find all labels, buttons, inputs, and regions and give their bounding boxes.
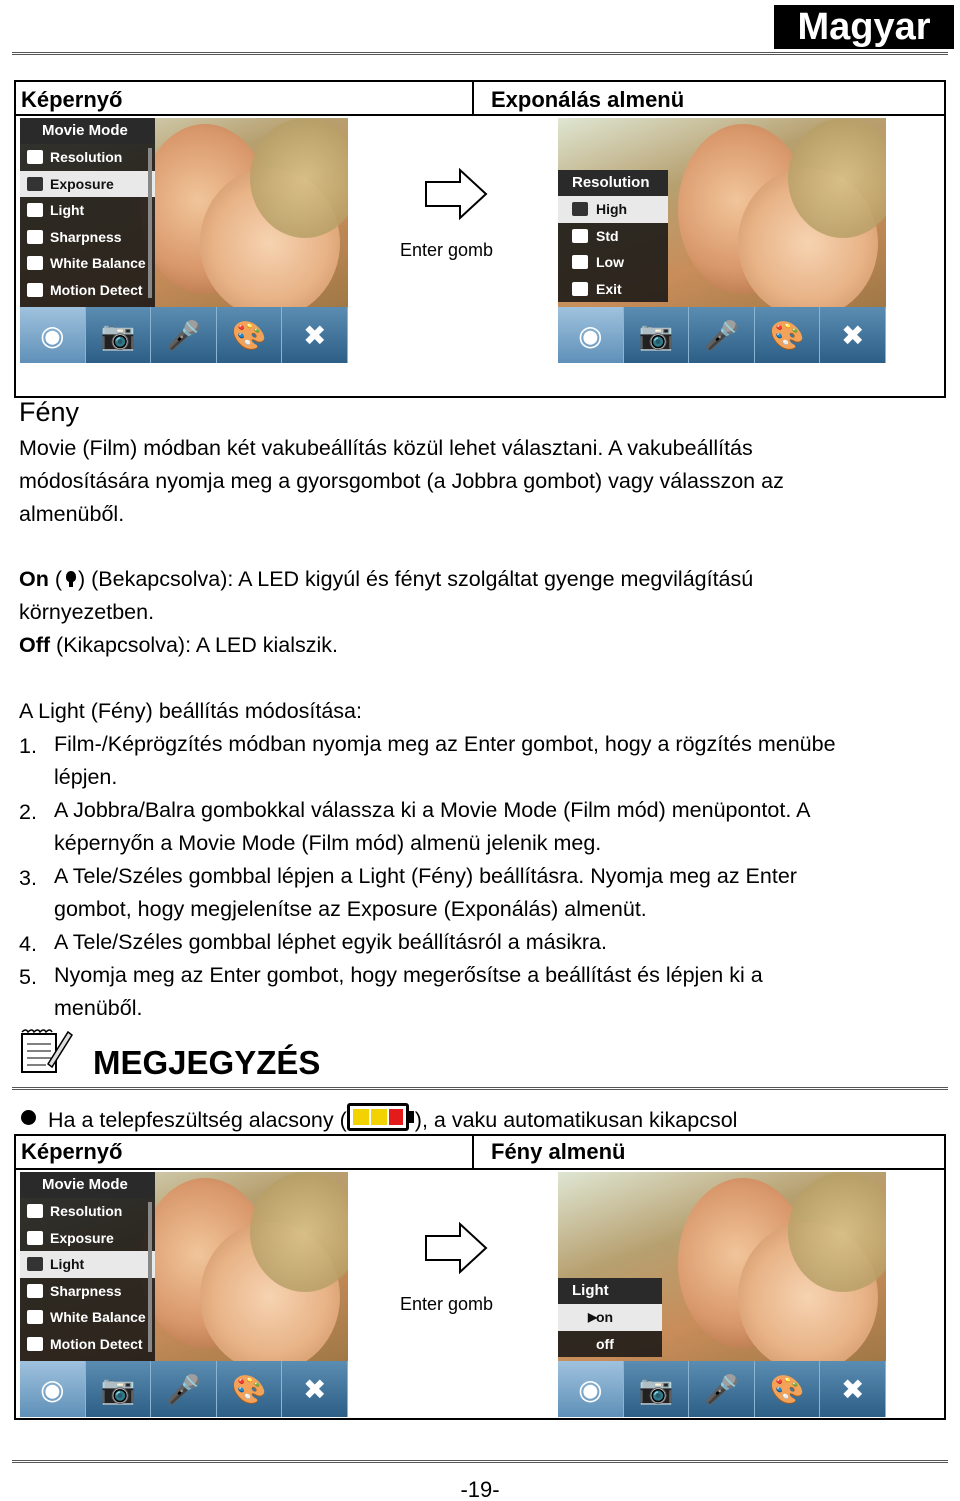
selection-arrow-icon: ▶ [588, 1310, 598, 1324]
film-reel-icon[interactable]: ◉ [20, 1361, 86, 1417]
palette-icon[interactable]: 🎨 [755, 1361, 821, 1417]
exposure-icon [27, 1231, 43, 1245]
section-heading: Fény [19, 397, 80, 427]
step-number: 5. [19, 965, 37, 989]
led-icon [62, 570, 78, 588]
note-heading: MEGJEGYZÉS [93, 1044, 321, 1081]
mode-tabbar [20, 1361, 348, 1417]
exit-icon [572, 282, 588, 296]
resolution-submenu [558, 170, 668, 302]
motion-detect-icon [27, 1337, 43, 1351]
low-battery-note: Ha a telepfeszültség alacsony ( ), a vaku automatikusan kikapcsol [48, 1103, 737, 1137]
low-quality-icon [572, 255, 588, 269]
palette-icon[interactable]: 🎨 [755, 307, 821, 363]
camera-screen-main-menu [20, 1172, 348, 1417]
light-icon [27, 203, 43, 217]
step-text: Film-/Képrögzítés módban nyomja meg az Enter gombot, hogy a rögzítés menübe [54, 732, 836, 756]
submenu-item-exit[interactable]: Exit [558, 276, 668, 303]
notepad-pencil-icon [18, 1026, 74, 1076]
submenu-item-low[interactable]: Low [558, 249, 668, 276]
film-reel-icon[interactable]: ◉ [558, 1361, 624, 1417]
step-text: képernyőn a Movie Mode (Film mód) almenü jelenik meg. [54, 831, 602, 855]
menu-item-resolution[interactable]: Resolution [20, 144, 155, 171]
microphone-icon[interactable]: 🎤 [689, 307, 755, 363]
note-rule [12, 1087, 948, 1090]
tools-icon[interactable]: ✖ [282, 1361, 348, 1417]
enter-button-label: Enter gomb [400, 240, 494, 260]
film-reel-icon[interactable]: ◉ [20, 307, 86, 363]
screen-table-2 [14, 1134, 946, 1420]
step-number: 4. [19, 932, 37, 956]
submenu-item-std[interactable]: Std [558, 223, 668, 250]
motion-detect-icon [27, 283, 43, 297]
menu-item-motion-detect[interactable]: Motion Detect [20, 1331, 155, 1358]
step-text: lépjen. [54, 765, 118, 789]
submenu-item-high[interactable]: High [558, 196, 668, 223]
menu-item-light[interactable]: Light [20, 197, 155, 224]
on-option-line-2: környezetben. [19, 600, 155, 624]
page-number: -19- [460, 1477, 500, 1501]
off-label: Off [19, 633, 51, 657]
menu-title: Movie Mode [20, 1172, 155, 1198]
tools-icon[interactable]: ✖ [820, 307, 886, 363]
resolution-icon [27, 1204, 43, 1218]
table-header [16, 82, 944, 116]
right-arrow-icon [424, 1221, 488, 1275]
col-header-submenu: Fény almenü [491, 1139, 626, 1164]
std-quality-icon [572, 229, 588, 243]
steps-title: A Light (Fény) beállítás módosítása: [19, 699, 362, 723]
camera-screen-submenu [558, 118, 886, 363]
light-icon [27, 1257, 43, 1271]
microphone-icon[interactable]: 🎤 [689, 1361, 755, 1417]
step-number: 1. [19, 734, 37, 758]
col-header-screen: Képernyő [21, 1139, 123, 1164]
low-battery-icon [347, 1103, 415, 1131]
menu-scrollbar[interactable] [148, 148, 152, 298]
camera-screen-main-menu [20, 118, 348, 363]
mode-tabbar [558, 1361, 886, 1417]
step-text: A Tele/Széles gombbal lépjen a Light (Fény) beállításra. Nyomja meg az Enter [54, 864, 797, 888]
submenu-item-on[interactable]: ▶ on [558, 1304, 662, 1331]
white-balance-icon [27, 1310, 43, 1324]
intro-line: Movie (Film) módban két vakubeállítás közül lehet választani. A vakubeállítás [19, 436, 753, 460]
camera-icon[interactable]: 📷 [86, 1361, 152, 1417]
movie-mode-menu [20, 1172, 155, 1362]
resolution-icon [27, 150, 43, 164]
menu-item-exposure[interactable]: Exposure [20, 171, 155, 198]
menu-item-sharpness[interactable]: Sharpness [20, 1278, 155, 1305]
palette-icon[interactable]: 🎨 [217, 1361, 283, 1417]
camera-screen-submenu [558, 1172, 886, 1417]
language-badge: Magyar [774, 5, 954, 49]
tools-icon[interactable]: ✖ [820, 1361, 886, 1417]
submenu-item-off[interactable]: off [596, 1335, 614, 1352]
menu-item-white-balance[interactable]: White Balance [20, 1304, 155, 1331]
step-text: menüből. [54, 996, 143, 1020]
footer-rule [12, 1460, 948, 1463]
white-balance-icon [27, 256, 43, 270]
menu-scrollbar[interactable] [148, 1202, 152, 1352]
camera-icon[interactable]: 📷 [624, 307, 690, 363]
mode-tabbar [20, 307, 348, 363]
step-text: Nyomja meg az Enter gombot, hogy megerősítse a beállítást és lépjen ki a [54, 963, 763, 987]
screen-table-1 [14, 80, 946, 398]
menu-item-exposure[interactable]: Exposure [20, 1225, 155, 1252]
menu-item-sharpness[interactable]: Sharpness [20, 224, 155, 251]
bullet-icon [21, 1110, 36, 1125]
right-arrow-icon [424, 167, 488, 221]
light-submenu [558, 1278, 662, 1357]
film-reel-icon[interactable]: ◉ [558, 307, 624, 363]
step-number: 3. [19, 866, 37, 890]
menu-item-light[interactable]: Light [20, 1251, 155, 1278]
step-text: gombot, hogy megjelenítse az Exposure (Exponálás) almenüt. [54, 897, 647, 921]
exposure-icon [27, 177, 43, 191]
movie-mode-menu [20, 118, 155, 308]
menu-item-resolution[interactable]: Resolution [20, 1198, 155, 1225]
table-header [16, 1136, 944, 1170]
on-label: On [19, 567, 49, 591]
col-header-screen: Képernyő [21, 87, 123, 112]
col-header-submenu: Exponálás almenü [491, 87, 685, 112]
step-number: 2. [19, 800, 37, 824]
menu-title: Movie Mode [20, 118, 155, 144]
submenu-title: Light [558, 1278, 662, 1304]
camera-icon[interactable]: 📷 [624, 1361, 690, 1417]
sharpness-icon [27, 1284, 43, 1298]
enter-button-label: Enter gomb [400, 1294, 494, 1314]
header-rule [12, 52, 948, 55]
menu-item-white-balance[interactable]: White Balance [20, 250, 155, 277]
tools-icon[interactable]: ✖ [282, 307, 348, 363]
intro-line: módosítására nyomja meg a gyorsgombot (a Jobbra gombot) vagy válasszon az [19, 469, 784, 493]
intro-line: almenüből. [19, 502, 125, 526]
mode-tabbar [558, 307, 886, 363]
palette-icon[interactable]: 🎨 [217, 307, 283, 363]
high-quality-icon [572, 202, 588, 216]
submenu-title: Resolution [558, 170, 668, 196]
step-text: A Jobbra/Balra gombokkal válassza ki a Movie Mode (Film mód) menüpontot. A [54, 798, 811, 822]
step-text: A Tele/Széles gombbal léphet egyik beállításról a másikra. [54, 930, 607, 954]
camera-icon[interactable]: 📷 [86, 307, 152, 363]
microphone-icon[interactable]: 🎤 [151, 1361, 217, 1417]
off-option-line: Off (Kikapcsolva): A LED kialszik. [19, 633, 339, 657]
sharpness-icon [27, 230, 43, 244]
menu-item-motion-detect[interactable]: Motion Detect [20, 277, 155, 304]
microphone-icon[interactable]: 🎤 [151, 307, 217, 363]
on-option-line: On ( ) (Bekapcsolva): A LED kigyúl és fényt szolgáltat gyenge megvilágítású [19, 567, 754, 591]
